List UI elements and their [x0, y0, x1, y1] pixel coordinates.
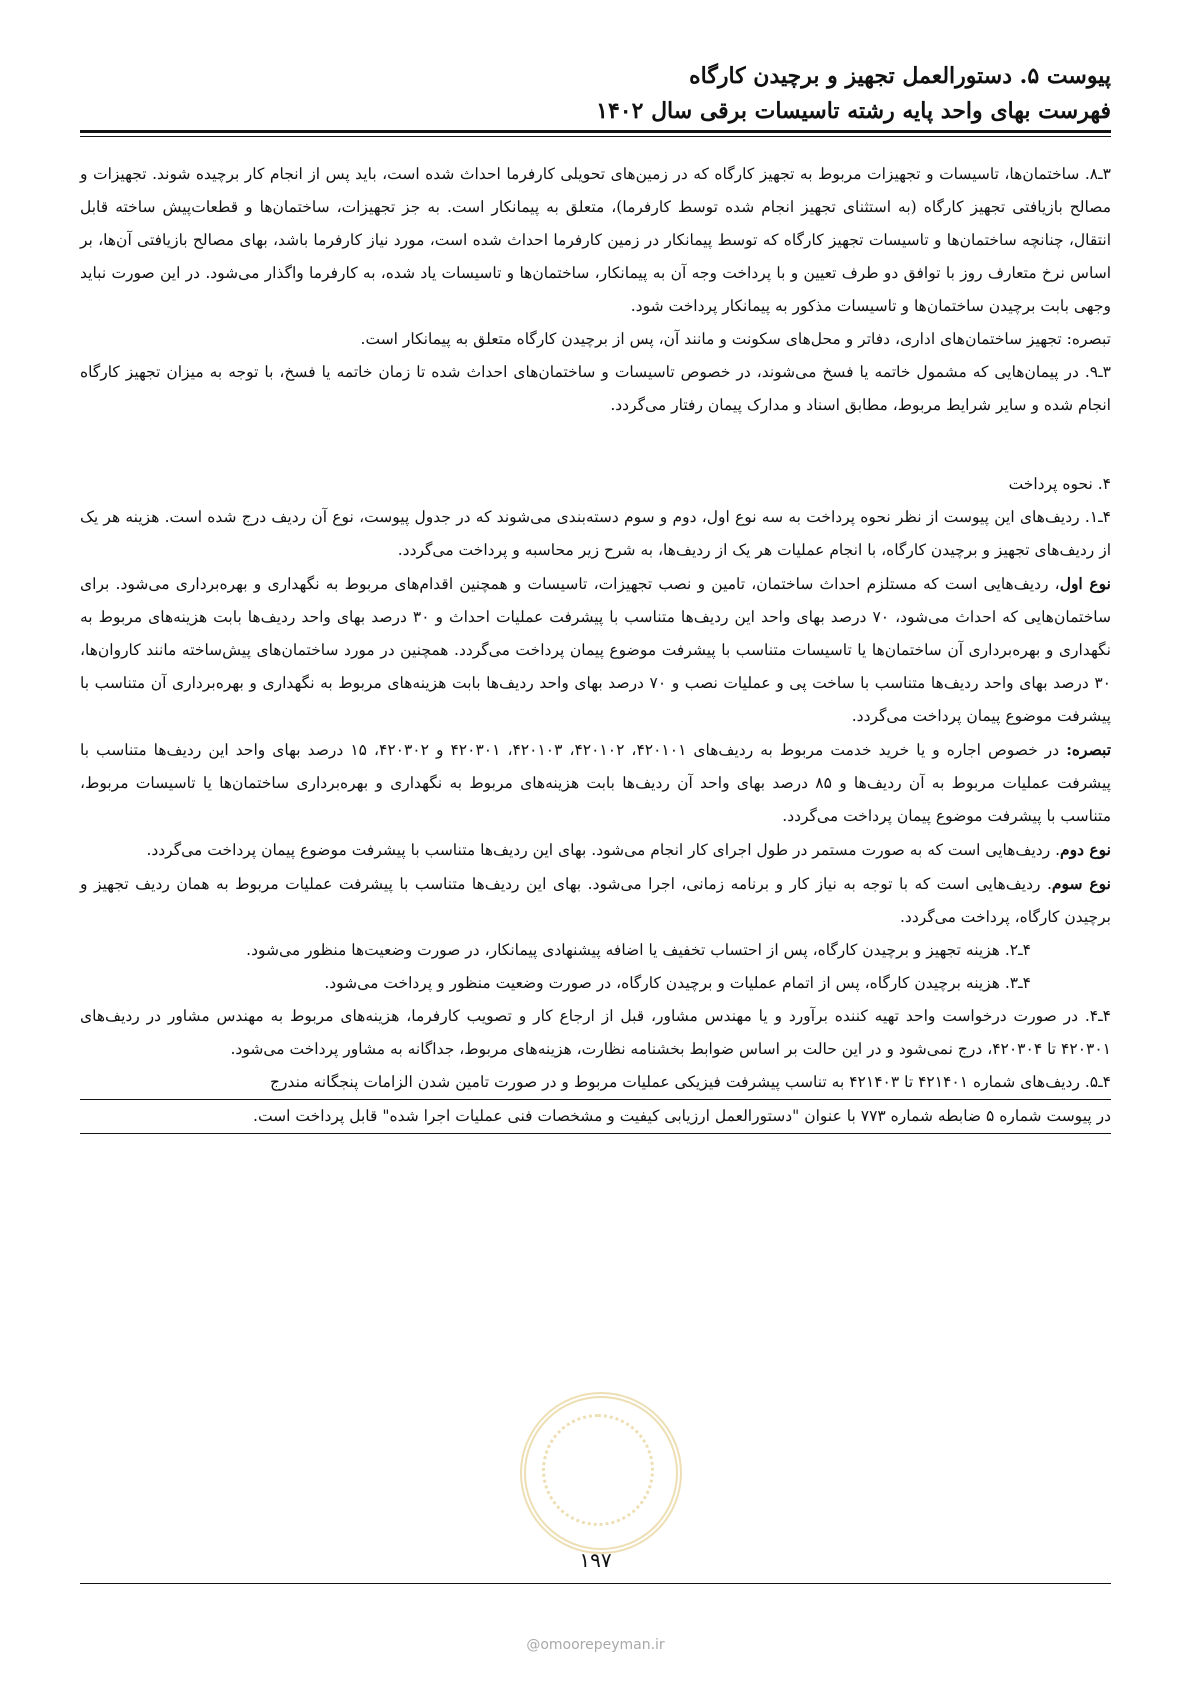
type-2-label: نوع دوم	[1060, 840, 1111, 859]
payment-type-2	[80, 833, 1111, 867]
paragraph-4-1: ۴ـ۱. ردیف‌های این پیوست از نظر نحوه پرداخت به سه نوع اول، دوم و سوم دسته‌بندی می‌شوند که در جدول پیوست، نوع آن ردیف درج شده است. هزینه هر یک از ردیف‌های تجهیز و برچیدن کارگاه، با انجام عملیات هر یک از ردیف‌ها، به شرح زیر محاسبه و پرداخت می‌گردد.	[80, 508, 1111, 559]
type-3-text: . ردیف‌هایی است که با توجه به نیاز کار و برنامه زمانی، اجرا می‌شود. بهای این ردیف‌ها متناسب با پیشرفت عملیات مربوط به همان ردیف تجهیز و برچیدن کارگاه، پرداخت می‌گردد.	[80, 875, 1111, 926]
note-text: در خصوص اجاره و یا خرید خدمت مربوط به ردیف‌های ۴۲۰۱۰۱، ۴۲۰۱۰۲، ۴۲۰۱۰۳، ۴۲۰۳۰۱ و ۴۲۰۳۰۲، ۱۵ درصد بهای واحد این ردیف‌ها متناسب با پیشرفت عملیات مربوط به آن ردیف‌ها و ۸۵ درصد بهای واحد آن ردیف‌ها بابت هزینه‌های مربوط به نگهداری و بهره‌برداری ساختمان‌ها یا تاسیسات مربوط، متناسب با پیشرفت موضوع پیمان پرداخت می‌گردد.	[80, 741, 1111, 825]
type-2-text: . ردیف‌هایی است که به صورت مستمر در طول اجرای کار انجام می‌شود. بهای این ردیف‌ها متناسب با پیشرفت موضوع پیمان پرداخت می‌گردد.	[146, 841, 1061, 859]
header-rule-thin	[80, 136, 1111, 137]
type-3-label: نوع سوم	[1051, 874, 1112, 893]
paragraph-4-5-line-1: ۴ـ۵. ردیف‌های شماره ۴۲۱۴۰۱ تا ۴۲۱۴۰۳ به تناسب پیشرفت فیزیکی عملیات مربوط و در صورت تامین شدن الزامات پنجگانه مندرج	[80, 1066, 1111, 1100]
payment-type-1	[80, 567, 1111, 733]
footer-rule	[80, 1583, 1111, 1584]
section-spacer	[80, 422, 1111, 468]
paragraph-3-9: ۳ـ۹. در پیمان‌هایی که مشمول خاتمه یا فسخ می‌شوند، در خصوص تاسیسات و ساختمان‌های احداث شده تا زمان خاتمه یا فسخ، با توجه به میزان تجهیز کارگاه انجام شده و سایر شرایط مربوط، مطابق اسناد و مدارک پیمان رفتار می‌گردد.	[80, 363, 1111, 414]
appendix-title: پیوست ۵. دستورالعمل تجهیز و برچیدن کارگاه	[689, 63, 1111, 89]
document-title: فهرست بهای واحد پایه رشته تاسیسات برقی سال ۱۴۰۲	[596, 98, 1111, 124]
paragraph-4-2: ۴ـ۲. هزینه تجهیز و برچیدن کارگاه، پس از احتساب تخفیف یا اضافه پیشنهادی پیمانکار، در صورت وضعیت‌ها منظور می‌شود.	[246, 941, 1031, 959]
page-header	[80, 58, 1111, 128]
watermark-seal-inner	[542, 1414, 654, 1526]
type-1-label: نوع اول	[1059, 574, 1111, 593]
note-3-8: تبصره: تجهیز ساختمان‌های اداری، دفاتر و محل‌های سکونت و مانند آن، پس از برچیدن کارگاه متعلق به پیمانکار است.	[360, 330, 1111, 348]
payment-type-3	[80, 867, 1111, 934]
website-watermark: @omoorepeyman.ir	[526, 1637, 665, 1653]
page-number: ۱۹۷	[579, 1548, 612, 1572]
note-type-1	[80, 733, 1111, 833]
paragraph-3-8: ۳ـ۸. ساختمان‌ها، تاسیسات و تجهیزات مربوط به تجهیز کارگاه که در زمین‌های تحویلی کارفرما احداث شده است، باید پس از انجام کار برچیده شوند. تجهیزات و مصالح بازیافتی تجهیز کارگاه (به استثنای تجهیز انجام شده توسط کارفرما)، متعلق به پیمانکار است. به جز تجهیزات، ساختمان‌ها و قطعات‌پیش ساخته قابل انتقال، چنانچه ساختمان‌ها و تاسیسات تجهیز کارگاه که توسط پیمانکار در زمین کارفرما احداث شده است، مورد نیاز کارفرما باشد، بهای مصالح بازیافتی آن‌ها، بر اساس نرخ متعارف روز با توافق دو طرف تعیین و با پرداخت وجه آن به پیمانکار، ساختمان‌ها و تاسیسات یاد شده، به کارفرما واگذار می‌شود. در این صورت نباید وجهی بابت برچیدن ساختمان‌ها و تاسیسات مذکور به پیمانکار پرداخت شود.	[80, 165, 1111, 315]
paragraph-4-5-line-2: در پیوست شماره ۵ ضابطه شماره ۷۷۳ با عنوان "دستورالعمل ارزیابی کیفیت و مشخصات فنی عملیات اجرا شده" قابل پرداخت است.	[80, 1100, 1111, 1134]
type-1-text: ، ردیف‌هایی است که مستلزم احداث ساختمان، تامین و نصب تجهیزات، تاسیسات و همچنین اقدام‌های مربوط به نگهداری و بهره‌برداری می‌شود. برای ساختمان‌هایی که احداث می‌شود، ۷۰ درصد بهای واحد این ردیف‌ها متناسب با پیشرفت عملیات احداث و ۳۰ درصد بهای واحد ردیف‌ها بابت هزینه‌های مربوط به نگهداری و بهره‌برداری آن ساختمان‌ها یا تاسیسات متناسب با پیشرفت موضوع پیمان پرداخت می‌گردد. همچنین در مورد ساختمان‌های پیش‌ساخته مانند کاروان‌ها، ۳۰ درصد بهای واحد ردیف‌ها متناسب با ساخت پی و عملیات نصب و ۷۰ درصد بهای واحد ردیف‌ها بابت هزینه‌های مربوط به نگهداری و بهره‌برداری آن متناسب با پیشرفت موضوع پیمان پرداخت می‌گردد.	[80, 575, 1111, 725]
header-rule-thick	[80, 130, 1111, 133]
paragraph-4-4: ۴ـ۴. در صورت درخواست واحد تهیه کننده برآورد و یا مهندس مشاور، قبل از ارجاع کار و تصویب کارفرما، هزینه‌های مربوط به مهندس مشاور در ردیف‌های ۴۲۰۳۰۱ تا ۴۲۰۳۰۴، درج نمی‌شود و در این حالت بر اساس ضوابط بخشنامه نظارت، هزینه‌های مربوط، جداگانه به مشاور پرداخت می‌شود.	[80, 1007, 1111, 1058]
note-label: تبصره:	[1066, 740, 1112, 759]
section-4-heading: ۴. نحوه پرداخت	[1008, 475, 1111, 493]
watermark-seal-icon	[520, 1392, 682, 1554]
paragraph-4-3: ۴ـ۳. هزینه برچیدن کارگاه، پس از اتمام عملیات و برچیدن کارگاه، در صورت وضعیت منظور و پرداخت می‌شود.	[324, 974, 1031, 992]
body-text	[80, 158, 1111, 1134]
